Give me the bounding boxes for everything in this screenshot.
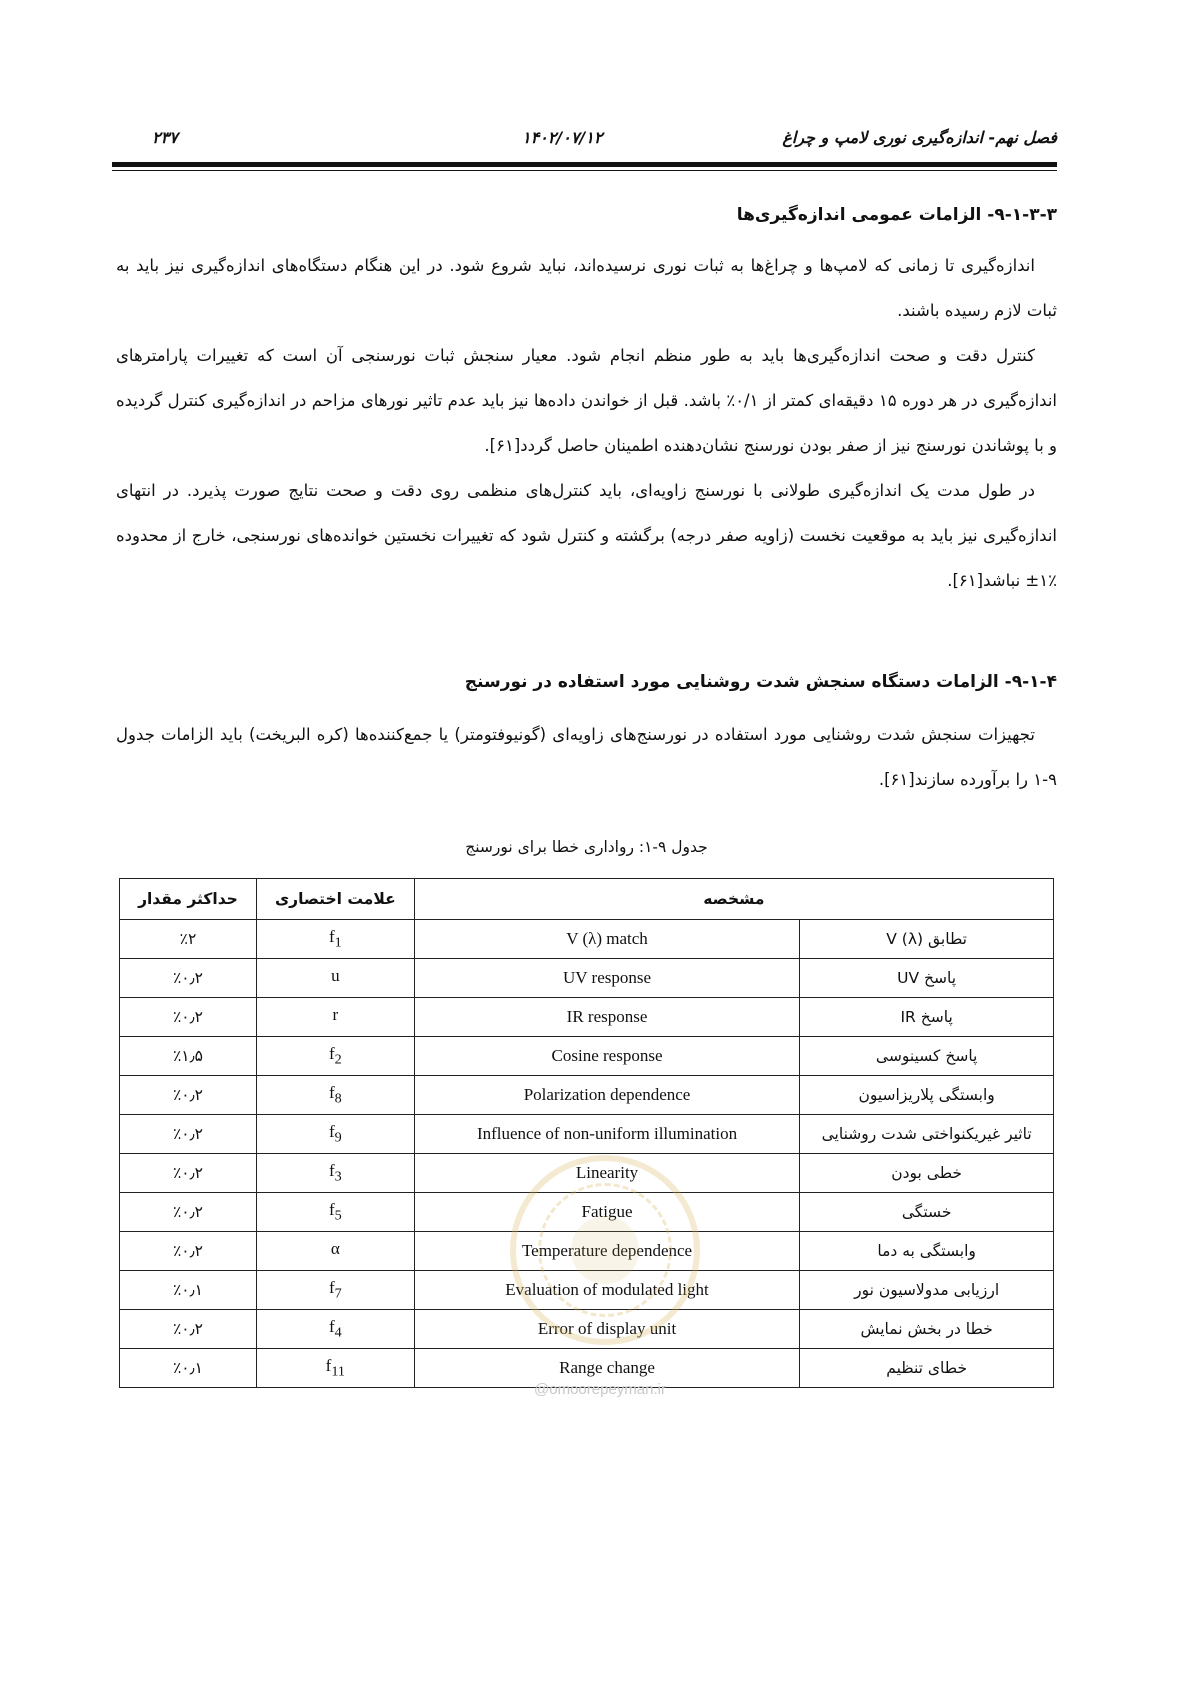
max-value: ٪۱٫۵	[120, 1037, 257, 1076]
max-value: ٪۰٫۲	[120, 959, 257, 998]
table-row	[120, 1154, 1054, 1193]
spec-en: IR response	[414, 998, 800, 1037]
max-value: ٪۰٫۲	[120, 1310, 257, 1349]
max-value: ٪۰٫۱	[120, 1271, 257, 1310]
header-spec: مشخصه	[414, 879, 1053, 920]
spec-fa: پاسخ UV	[800, 959, 1054, 998]
header-symbol: علامت اختصاری	[256, 879, 414, 920]
section-photometer-requirements	[116, 667, 1057, 697]
section-general-requirements	[116, 200, 1057, 230]
symbol	[256, 920, 414, 959]
paragraph: در طول مدت یک اندازه‌گیری طولانی با نورسنج زاویه‌ای، باید کنترل‌های منظمی روی دقت و صحت نتایج صورت پذیرد. در انتهای اندازه‌گیری نیز باید به موقعیت نخست (زاویه صفر درجه) برگشته و کنترل شود که تغییرات نخستین خوانده‌های نورسنجی، خارج از محدوده ٪۱± نباشد[۶۱].	[116, 481, 1057, 590]
header-max: حداکثر مقدار	[120, 879, 257, 920]
table-row	[120, 1193, 1054, 1232]
spec-fa: تطابق V (λ)	[800, 920, 1054, 959]
symbol-letter: f	[328, 1199, 335, 1219]
table-row	[120, 1310, 1054, 1349]
symbol-subscript: 8	[334, 1090, 342, 1107]
table-header-row	[120, 879, 1054, 920]
max-value: ٪۲	[120, 920, 257, 959]
spec-fa: خستگی	[800, 1193, 1054, 1232]
symbol	[256, 959, 414, 998]
spec-fa: خطا در بخش نمایش	[800, 1310, 1054, 1349]
spec-fa: وابستگی به دما	[800, 1232, 1054, 1271]
chapter-title: فصل نهم- اندازه‌گیری نوری لامپ و چراغ	[782, 128, 1057, 147]
section-heading: ۹-۱-۴- الزامات دستگاه سنجش شدت روشنایی مورد استفاده در نورسنج	[464, 672, 1057, 692]
max-value: ٪۰٫۲	[120, 1193, 257, 1232]
section2-body	[116, 712, 1057, 802]
symbol-letter: f	[328, 926, 335, 946]
symbol-subscript: 11	[331, 1363, 345, 1380]
symbol-subscript: 3	[334, 1168, 342, 1185]
section-heading: ۹-۱-۳-۳- الزامات عمومی اندازه‌گیری‌ها	[736, 205, 1057, 225]
symbol	[256, 1349, 414, 1388]
symbol-subscript: 9	[334, 1129, 342, 1146]
paragraph: تجهیزات سنجش شدت روشنایی مورد استفاده در نورسنج‌های زاویه‌ای (گونیوفتومتر) یا جمع‌کننده‌ها (کره البریخت) باید الزامات جدول ۹-۱ را برآورده سازند[۶۱].	[116, 725, 1057, 789]
max-value: ٪۰٫۲	[120, 1115, 257, 1154]
symbol-subscript: 7	[334, 1285, 342, 1302]
symbol	[256, 1076, 414, 1115]
spec-fa: پاسخ کسینوسی	[800, 1037, 1054, 1076]
spec-en: Temperature dependence	[414, 1232, 800, 1271]
spec-fa: وابستگی پلاریزاسیون	[800, 1076, 1054, 1115]
watermark-url: @omoorepeyman.ir	[534, 1381, 666, 1398]
spec-en: Polarization dependence	[414, 1076, 800, 1115]
symbol-letter: r	[332, 1004, 339, 1024]
symbol-letter: f	[325, 1355, 332, 1375]
max-value: ٪۰٫۲	[120, 998, 257, 1037]
page-number: ۲۳۷	[152, 128, 178, 147]
section1-body	[116, 243, 1057, 603]
max-value: ٪۰٫۲	[120, 1154, 257, 1193]
table-row	[120, 959, 1054, 998]
symbol	[256, 998, 414, 1037]
spec-en: Cosine response	[414, 1037, 800, 1076]
table-row	[120, 920, 1054, 959]
table-row	[120, 998, 1054, 1037]
paragraph: اندازه‌گیری تا زمانی که لامپ‌ها و چراغ‌ها به ثبات نوری نرسیده‌اند، نباید شروع شود. در این هنگام دستگاه‌های اندازه‌گیری نیز باید به ثبات لازم رسیده باشند.	[116, 256, 1057, 320]
spec-en: Linearity	[414, 1154, 800, 1193]
table-row	[120, 1271, 1054, 1310]
symbol-letter: f	[328, 1316, 335, 1336]
spec-fa: خطی بودن	[800, 1154, 1054, 1193]
symbol-subscript: 1	[334, 934, 342, 951]
spec-en: Influence of non-uniform illumination	[414, 1115, 800, 1154]
max-value: ٪۰٫۲	[120, 1232, 257, 1271]
symbol-letter: f	[328, 1121, 335, 1141]
symbol	[256, 1271, 414, 1310]
max-value: ٪۰٫۱	[120, 1349, 257, 1388]
paragraph: کنترل دقت و صحت اندازه‌گیری‌ها باید به طور منظم انجام شود. معیار سنجش ثبات نورسنجی آن است که تغییرات پارامترهای اندازه‌گیری در هر دوره ۱۵ دقیقه‌ای کمتر از ۰/۱٪ باشد. قبل از خواندن داده‌ها نیز باید عدم تاثیر نورهای مزاحم در اندازه‌گیری کنترل گردیده و با پوشاندن نورسنج نیز از صفر بودن نورسنج نشان‌دهنده اطمینان حاصل گردد[۶۱].	[116, 346, 1057, 455]
symbol-letter: u	[331, 965, 340, 985]
header-rule-thin	[112, 170, 1057, 171]
spec-fa: خطای تنظیم	[800, 1349, 1054, 1388]
table-row	[120, 1076, 1054, 1115]
table-caption: جدول ۹-۱: رواداری خطا برای نورسنج	[465, 838, 708, 856]
symbol-subscript: 5	[334, 1207, 342, 1224]
spec-en: Range change	[414, 1349, 800, 1388]
spec-en: Evaluation of modulated light	[414, 1271, 800, 1310]
spec-en: Error of display unit	[414, 1310, 800, 1349]
table-row	[120, 1115, 1054, 1154]
symbol	[256, 1232, 414, 1271]
symbol	[256, 1115, 414, 1154]
table-row	[120, 1232, 1054, 1271]
tolerance-table	[119, 878, 1054, 1388]
symbol-letter: f	[328, 1277, 335, 1297]
symbol	[256, 1310, 414, 1349]
symbol	[256, 1193, 414, 1232]
spec-en: UV response	[414, 959, 800, 998]
symbol-letter: f	[328, 1082, 335, 1102]
symbol-subscript: 4	[334, 1324, 342, 1341]
spec-en: V (λ) match	[414, 920, 800, 959]
symbol-subscript: 2	[334, 1051, 342, 1068]
page-header	[112, 128, 1057, 154]
spec-fa: پاسخ IR	[800, 998, 1054, 1037]
header-rule	[112, 162, 1057, 167]
header-date: ۱۴۰۲/۰۷/۱۲	[522, 128, 603, 147]
symbol-letter: α	[330, 1238, 340, 1258]
symbol-letter: f	[328, 1160, 335, 1180]
symbol-letter: f	[328, 1043, 335, 1063]
spec-fa: تاثیر غیریکنواختی شدت روشنایی	[800, 1115, 1054, 1154]
spec-en: Fatigue	[414, 1193, 800, 1232]
symbol	[256, 1037, 414, 1076]
spec-fa: ارزیابی مدولاسیون نور	[800, 1271, 1054, 1310]
table-row	[120, 1037, 1054, 1076]
symbol	[256, 1154, 414, 1193]
max-value: ٪۰٫۲	[120, 1076, 257, 1115]
